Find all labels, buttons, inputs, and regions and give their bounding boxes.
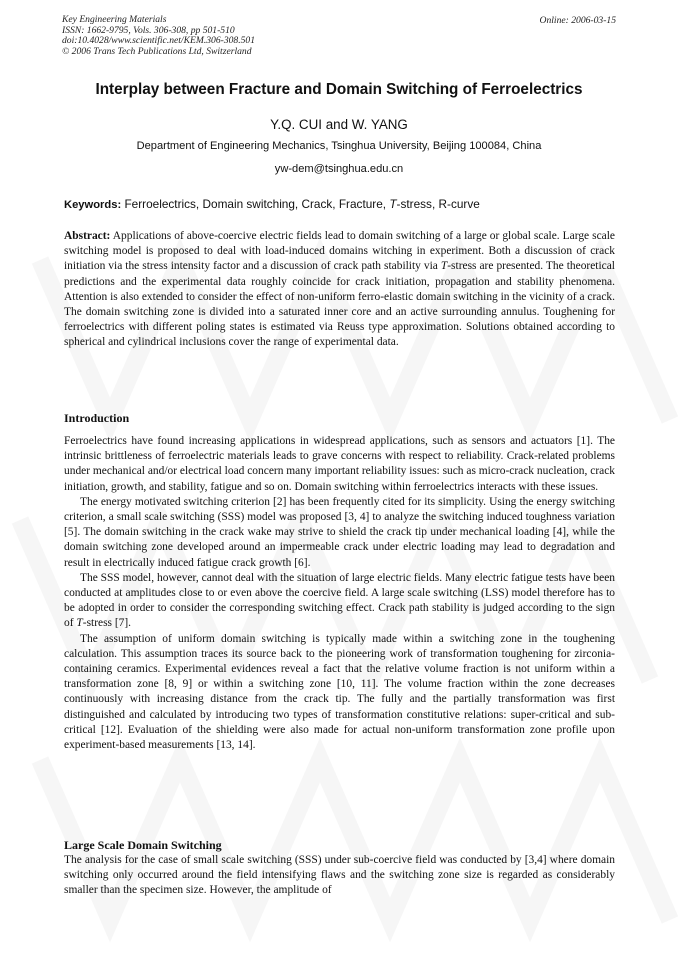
paper-title: Interplay between Fracture and Domain Switching of Ferroelectrics (95, 81, 583, 98)
copyright-line: © 2006 Trans Tech Publications Ltd, Switzerland (62, 45, 252, 57)
abstract-text: Applications of above-coercive electric fields lead to domain switching of a large or global scale. Large scale switching model is proposed to deal with load-induced domains witching in experiment. Both a discussion of crack initiation via the stress intensity factor and a discussion of crack path stability via (64, 230, 615, 273)
lss-heading: Large Scale Domain Switching (64, 838, 222, 852)
keywords-italic: T (389, 197, 397, 211)
affiliation: Department of Engineering Mechanics, Tsinghua University, Beijing 100084, China (136, 140, 542, 152)
keywords-text-end: -stress, R-curve (396, 197, 480, 211)
issn-line: ISSN: 1662-9795, Vols. 306-308, pp 501-510 (62, 24, 235, 36)
intro-paragraph-1: Ferroelectrics have found increasing applications in widespread applications, such as sensors and actuators [1]. The intrinsic brittleness of ferroelectric materials leads to grave concerns with respect to reliability. Crack-related problems under mechanical and/or electrical load concern many important reliability issues: such as micro-crack nucleation, crack initiation, growth, and stability, fatigue and so on. Domain switching within ferroelectrics interacts with these issues. (64, 435, 615, 493)
journal-name: Key Engineering Materials (62, 14, 167, 25)
lss-paragraph-1: The analysis for the case of small scale switching (SSS) under sub-coercive field was conducted by [3,4] where domain switching only occurred around the field intensifying flaws and the switching zone size is regarded as considerably smaller than the specimen size. However, the amplitude of (64, 854, 615, 897)
abstract-label: Abstract: (64, 230, 111, 242)
online-date: Online: 2006-03-15 (539, 15, 616, 26)
keywords-label: Keywords: (64, 199, 122, 211)
journal-header (62, 15, 255, 57)
keywords (64, 197, 616, 211)
authors: Y.Q. CUI and W. YANG (270, 117, 408, 132)
intro-paragraph-3 (64, 571, 615, 632)
intro-paragraph-4: The assumption of uniform domain switching is typically made within a switching zone in the toughening calculation. This assumption traces its source back to the pioneering work of transformation toughening for zirconia-containing ceramics. Experimental evidences reveal a fact that the relative volume fraction is not uniform within a transformation zone [8, 9] or within a switching zone [10, 11]. The volume fraction within the zone decreases continuously with increasing distance from the crack tip. The fully and the partially transformation was first distinguished and calculated by introducing two types of transformation constitutive relations: super-critical and sub-critical [12]. Evaluation of the shielding were also made for actual non-uniform transformation zone profile upon experiment-based measurements [13, 14]. (64, 632, 615, 752)
intro-p3-italic: T (76, 617, 83, 630)
intro-p3-text: The SSS model, however, cannot deal with the situation of large electric fields. Many electric fatigue tests have been conducted at amplitudes close to or even above the coercive field. A large scale switching (LSS) model therefore has to be adopted in order to consider the corresponding switching effect. Crack path stability is judged according to the sign of (64, 571, 615, 630)
abstract-text-end: -stress are presented. The theoretical predictions and the experimental data roughly coincide for crack initiation, propagation and stability phenomena. Attention is also extended to consider the effect of non-uniform ferro-elastic domain switching in the vicinity of a crack. The domain switching zone is divided into a saturated inner core and an active surrounding annulus. Toughening for ferroelectrics with different poling states is estimated via Reuss type approximation. Solutions obtained according to spherical and cylindrical inclusions cover the range of experimental data. (64, 260, 615, 349)
author-email: yw-dem@tsinghua.edu.cn (274, 163, 404, 175)
intro-p3-text-end: -stress [7]. (82, 617, 132, 630)
keywords-text: Ferroelectrics, Domain switching, Crack, Fracture, (121, 197, 390, 211)
introduction-heading: Introduction (64, 411, 130, 425)
lss-body (64, 853, 615, 899)
doi-line: doi:10.4028/www.scientific.net/KEM.306-308.501 (62, 35, 256, 47)
intro-paragraph-2: The energy motivated switching criterion [2] has been frequently cited for its simplicity. Using the energy switching criterion, a small scale switching (SSS) model was proposed [3, 4] to analyze the switching induced toughness variation [5]. The domain switching in the crack wake may strive to shield the crack tip under mechanical loading [4], while the domain switching zone developed around an impermeable crack under electric loading may lead to degradation and result in electrically induced fatigue crack growth [6]. (64, 495, 615, 569)
abstract-italic: T (440, 260, 448, 273)
introduction-body (64, 434, 615, 753)
abstract (64, 229, 615, 351)
